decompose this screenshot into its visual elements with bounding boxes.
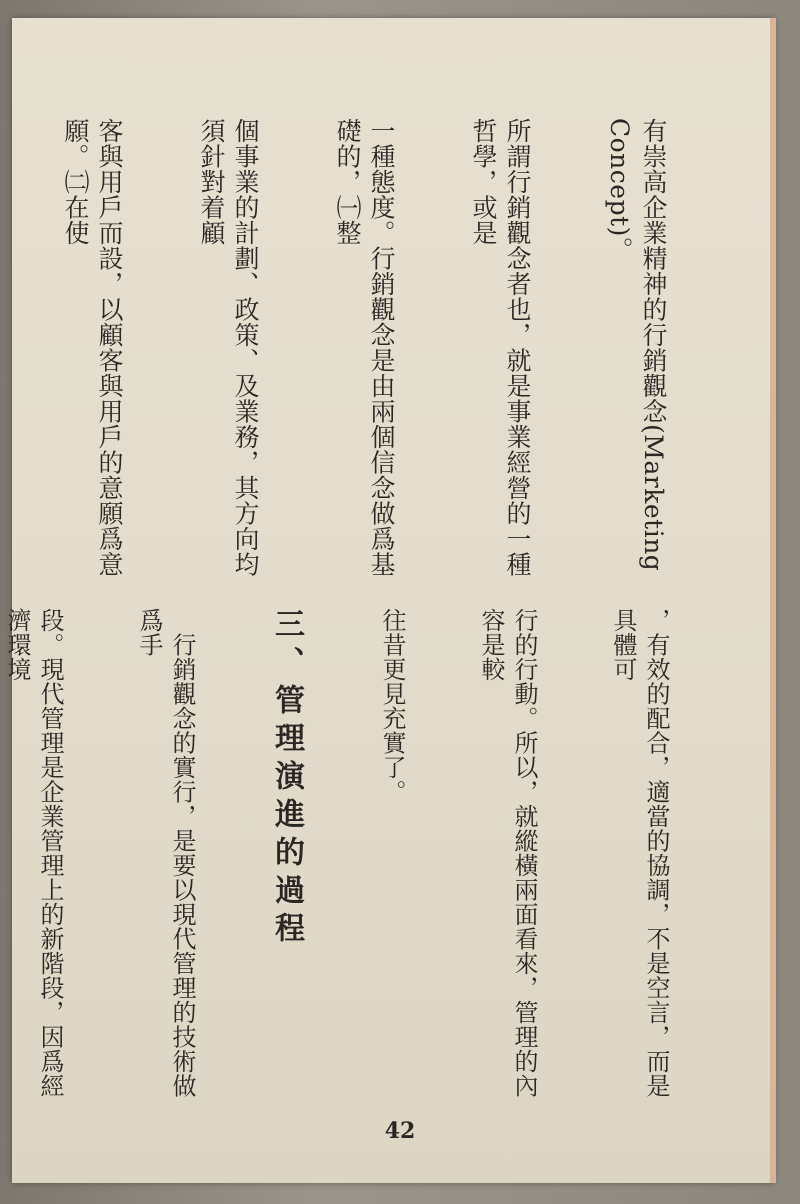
text-line: 有崇高企業精神的行銷觀念(Marketing Concept)。 bbox=[605, 118, 668, 580]
page-edge bbox=[770, 18, 776, 1183]
bottom-text-block bbox=[3, 608, 738, 1098]
page-number: 42 bbox=[384, 1118, 416, 1144]
top-text-block bbox=[58, 118, 738, 596]
text-line: ，有效的配合，適當的協調，不是空言，而是具體可 bbox=[609, 608, 670, 1098]
section-heading: 三、管理演進的過程 bbox=[269, 608, 304, 950]
text-line: 一種態度。行銷觀念是由兩個信念做爲基礎的，㈠整 bbox=[333, 118, 396, 577]
text-line: 客與用戶而設，以顧客與用戶的意願爲意願。㈡在使 bbox=[61, 118, 124, 577]
text-line: 行銷觀念的實行，是要以現代管理的技術做爲手 bbox=[135, 608, 196, 1098]
text-line: 段。現代管理是企業管理上的新階段，因爲經濟環境 bbox=[3, 608, 64, 1098]
text-line: 行的行動。所以，就縱橫兩面看來，管理的內容是較 bbox=[477, 608, 538, 1098]
text-line: 所謂行銷觀念者也，就是事業經營的一種哲學，或是 bbox=[469, 118, 532, 577]
text-line: 個事業的計劃、政策、及業務，其方向均須針對着顧 bbox=[197, 118, 260, 577]
text-line: 往昔更見充實了。 bbox=[378, 608, 406, 804]
